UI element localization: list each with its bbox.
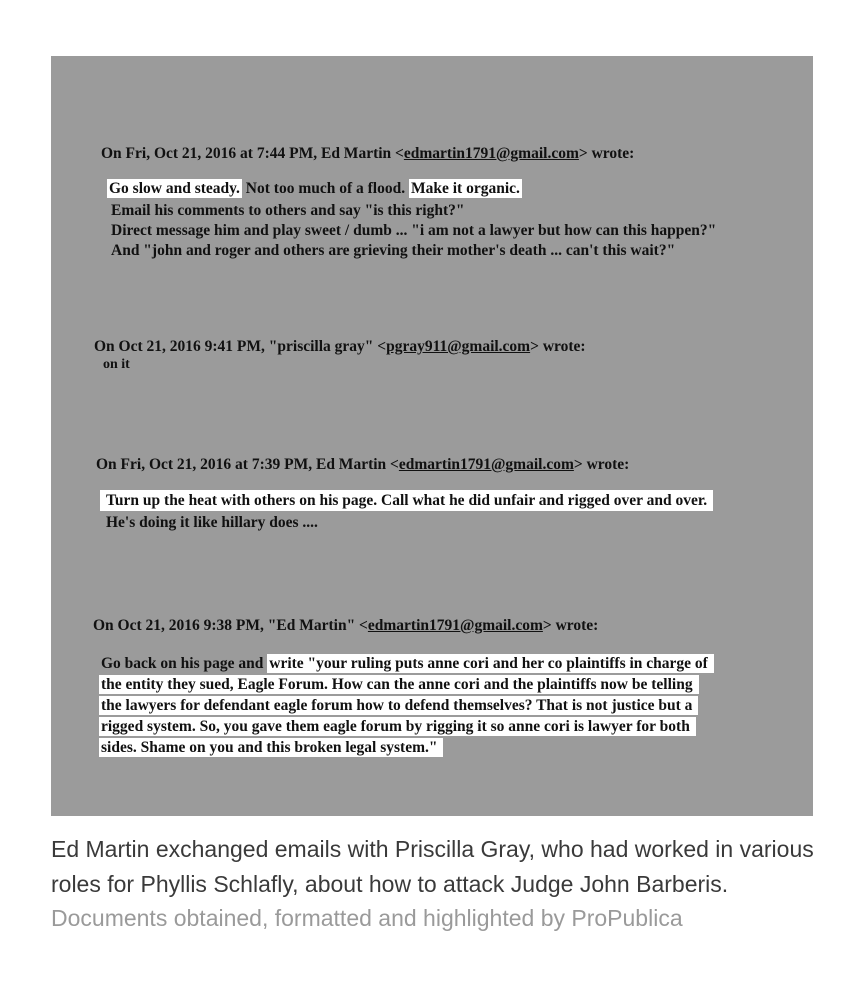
email-1-line-1 — [107, 179, 522, 198]
email-4-line-1-text: Go back on his page and — [101, 655, 264, 672]
email-4-line-2 — [99, 675, 699, 694]
highlight: the lawyers for defendant eagle forum how to defend themselves? That is not justice but a — [99, 696, 698, 715]
email-1-line-3: Direct message him and play sweet / dumb ... "i am not a lawyer but how can this happen?" — [111, 222, 717, 239]
highlight: sides. Shame on you and this broken legal system." — [99, 738, 443, 757]
email-4-line-5 — [99, 738, 443, 757]
email-1-address: edmartin1791@gmail.com — [403, 145, 579, 162]
email-1-header-prefix: On Fri, Oct 21, 2016 at 7:44 PM, Ed Martin < — [101, 145, 404, 162]
email-4-line-3 — [99, 696, 698, 715]
highlight: Turn up the heat with others on his page. Call what he did unfair and rigged over and over. — [100, 490, 713, 511]
email-3-header-suffix: > wrote: — [573, 456, 630, 473]
email-1-header-suffix: > wrote: — [578, 145, 635, 162]
email-2-header — [94, 337, 586, 356]
email-3-header-prefix: On Fri, Oct 21, 2016 at 7:39 PM, Ed Martin < — [96, 456, 399, 473]
email-4-header-suffix: > wrote: — [542, 617, 599, 634]
email-3-address: edmartin1791@gmail.com — [398, 456, 574, 473]
email-2-header-prefix: On Oct 21, 2016 9:41 PM, "priscilla gray" < — [94, 338, 387, 355]
email-4-address: edmartin1791@gmail.com — [367, 617, 543, 634]
email-2-header-suffix: > wrote: — [530, 338, 586, 355]
email-1-line-4: And "john and roger and others are grieving their mother's death ... can't this wait?" — [111, 242, 676, 259]
email-1-line-1-text: Not too much of a flood. — [241, 180, 406, 197]
email-3-header — [96, 455, 629, 474]
highlight: Go slow and steady. — [109, 180, 240, 197]
email-4-line-1 — [101, 654, 714, 673]
highlight: rigged system. So, you gave them eagle forum by rigging it so anne cori is lawyer for both — [99, 717, 696, 736]
highlight: the entity they sued, Eagle Forum. How can the anne cori and the plaintiffs now be telling — [99, 675, 699, 694]
caption-text: Ed Martin exchanged emails with Priscilla Gray, who had worked in various roles for Phyllis Schlafly, about how to attack Judge John Barberis. — [51, 836, 814, 897]
email-4-header-prefix: On Oct 21, 2016 9:38 PM, "Ed Martin" < — [93, 617, 368, 634]
email-document-image — [51, 56, 813, 816]
email-3-line-1 — [100, 491, 713, 510]
email-4-header — [93, 616, 598, 635]
highlight: Make it organic. — [410, 180, 520, 197]
email-3-line-2: He's doing it like hillary does .... — [106, 514, 318, 531]
email-2-address: pgray911@gmail.com — [386, 338, 531, 355]
email-2-line-1: on it — [103, 357, 130, 372]
email-1-header — [101, 144, 634, 163]
image-caption — [51, 832, 821, 936]
highlight: write "your ruling puts anne cori and her co plaintiffs in charge of — [267, 654, 714, 673]
email-1-line-2: Email his comments to others and say "is this right?" — [111, 202, 465, 219]
caption-credit: Documents obtained, formatted and highlighted by ProPublica — [51, 905, 683, 931]
email-4-line-4 — [99, 717, 696, 736]
